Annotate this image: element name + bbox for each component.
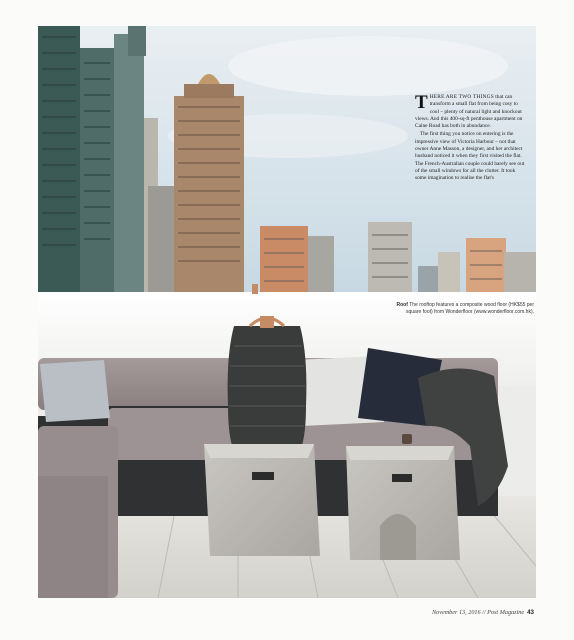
article-paragraph-2: The first thing you notice on entering is the impressive view of Victoria Harbour – not that owner Anne Masson, a designer, and her architect husband noticed it when they first visited the flat. The French-Australian couple could barely see out of the small windows for all the clutter. It took some imagination to realise the flat's	[415, 131, 525, 182]
page-footer	[432, 609, 534, 616]
article-body	[415, 94, 527, 184]
photo-caption	[394, 302, 534, 316]
caption-title: Roof	[396, 302, 408, 308]
cup-icon	[402, 434, 412, 444]
article-paragraph-1-text: that can transform a small flat from being cosy to cool – plenty of natural light and knockout views. And this 400-sq-ft penthouse apartment on Caine Road has both in abundance.	[415, 94, 523, 130]
article-paragraph-1	[415, 94, 527, 130]
caption-text: The rooftop features a composite wood floor (HK$55 per square foot) from Wonderfloor (www.wonderfloor.com.hk).	[405, 302, 534, 316]
drop-cap: T	[415, 92, 428, 113]
article-lead: HERE ARE TWO THINGS	[429, 94, 494, 100]
city-tower-center	[174, 74, 244, 296]
footer-date: November 13, 2016 // Post Magazine	[431, 609, 525, 616]
page-number: 43	[527, 609, 534, 616]
